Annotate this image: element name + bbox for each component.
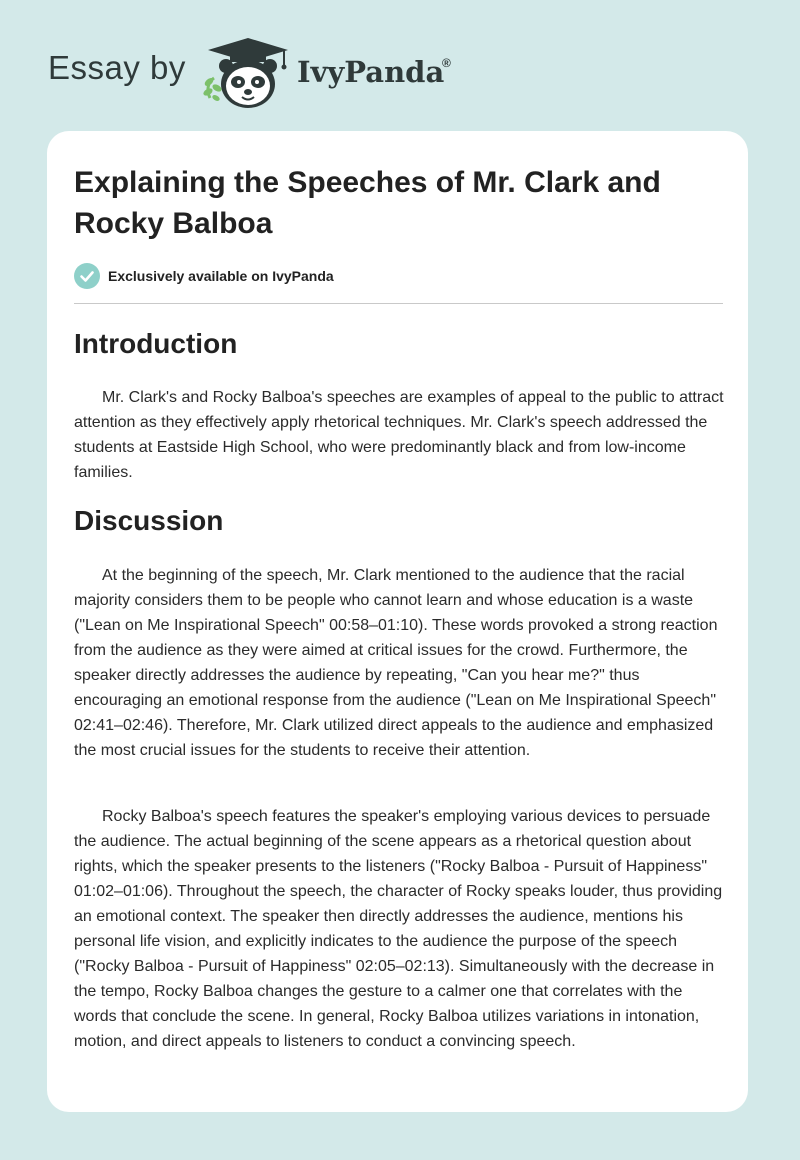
exclusive-badge-text: Exclusively available on IvyPanda (108, 268, 334, 284)
divider (74, 303, 723, 304)
registered-mark: ® (442, 56, 451, 70)
essay-card (47, 131, 748, 1112)
exclusive-badge (74, 263, 334, 289)
brand-prefix: Essay by (48, 49, 186, 86)
site-header (0, 0, 800, 130)
paragraph: Rocky Balboa's speech features the speaker's employing various devices to persuade the audience. The actual beginning of the scene appears as a rhetorical question about rights, which the speaker presents to the listeners ("Rocky Balboa - Pursuit of Happiness" 01:02–01:06). Throughout the speech, the character of Rocky speaks louder, thus providing an emotional context. The speaker then directly addresses the audience, mentions his personal life vision, and explicitly indicates to the audience the purpose of the speech ("Rocky Balboa - Pursuit of Happiness" 02:05–02:13). Simultaneously with the decrease in the tempo, Rocky Balboa changes the gesture to a calmer one that correlates with the words that conclude the scene. In general, Rocky Balboa utilizes variations in intonation, motion, and direct appeals to listeners to conduct a convincing speech. (74, 808, 723, 1050)
essay-title: Explaining the Speeches of Mr. Clark and Rocky Balboa (74, 166, 661, 240)
section-heading-discussion: Discussion (74, 505, 224, 536)
section-heading-introduction: Introduction (74, 328, 238, 359)
brand-name[interactable]: IvyPanda (297, 55, 445, 89)
paragraph: Mr. Clark's and Rocky Balboa's speeches are examples of appeal to the public to attract attention as they effectively apply rhetorical techniques. Mr. Clark's speech addressed the students at Eastside High School, who were predominantly black and from low-income families. (74, 389, 724, 481)
panda-graduate-logo-icon[interactable] (200, 36, 296, 110)
check-circle-icon (74, 263, 100, 289)
paragraph: At the beginning of the speech, Mr. Clark mentioned to the audience that the racial majority considers them to be people who cannot learn and whose education is a waste ("Lean on Me Inspirational Speech" 00:58–01:10). These words provoked a strong reaction from the audience as they were aimed at critical issues for the crowd. Furthermore, the speaker directly addresses the audience by repeating, "Can you hear me?" thus encouraging an emotional response from the audience ("Lean on Me Inspirational Speech" 02:41–02:46). Therefore, Mr. Clark utilized direct appeals to the audience and emphasized the most crucial issues for the students to receive their attention. (74, 567, 718, 759)
